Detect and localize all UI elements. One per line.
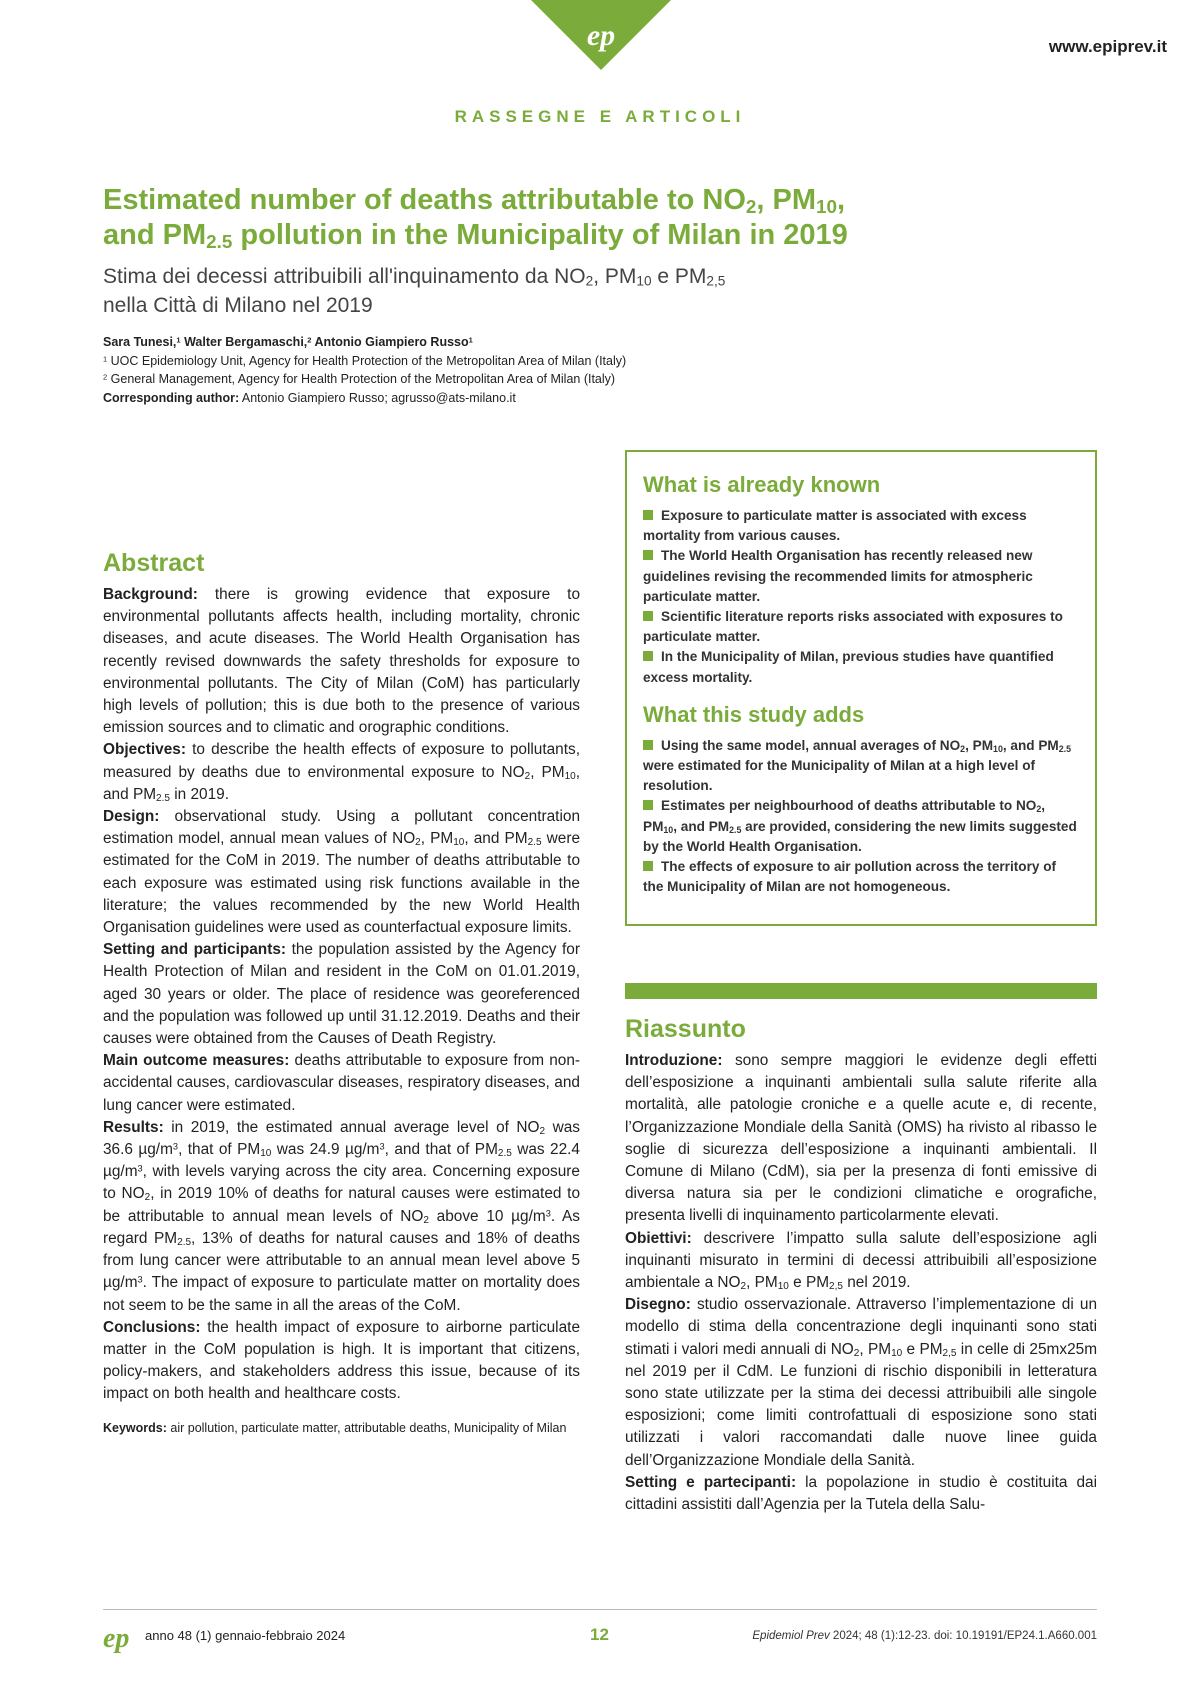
abstract-conclusions: Conclusions: the health impact of exposure to airborne particulate matter in the CoM population is high. It is important that citizens, policy-makers, and stakeholders address this issue, because of its impact on both health and healthcare costs. <box>103 1318 580 1403</box>
riassunto-introduzione: Introduzione: sono sempre maggiori le evidenze degli effetti dell’esposizione a inquinanti ambientali sulla salute riferite alla mortalità, alle patologie croniche e a quelle acute e, di recente, l’Organizzazione Mondiale della Sanità (OMS) ha rivisto al ribasso le soglie di sicurezza dell’esposizione a inquinanti ambientali. Il Comune di Milano (CdM), sia per la presenza di fonti emissive di diversa natura sia per le condizioni climatiche e orografiche, presenta livelli di inquinamento particolarmente elevati. <box>625 1052 1097 1225</box>
svg-text:ep: ep <box>586 19 616 52</box>
affiliation-1: $^1$ UOC Epidemiology Unit, Agency for Health Protection of the Metropolitan Area of Milan (Italy) <box>103 353 627 368</box>
abstract-outcome: Main outcome measures: deaths attributable to exposure from non-accidental causes, cardiovascular diseases, respiratory diseases, and lung cancer were estimated. <box>103 1052 580 1114</box>
bullet-square-icon <box>643 550 653 560</box>
footer-citation: Epidemiol Prev 2024; 48 (1):12-23. doi: 10.19191/EP24.1.A660.001 <box>752 1630 1097 1642</box>
article-title-it: Stima dei decessi attribuibili all'inquinamento da $NO_2$, $PM_{10}$ e $PM_{2,5}$ nella Città di Milano nel 2019 <box>103 265 726 317</box>
list-item: Exposure to particulate matter is associated with excess mortality from various causes. <box>643 508 1027 544</box>
adds-heading: What this study adds <box>643 701 865 727</box>
abstract-background: Background: there is growing evidence that exposure to environmental pollutants affects health, including mortality, chronic diseases, and acute diseases. The World Health Organisation has recently revised downwards the safety thresholds for exposure to environmental pollutants. The City of Milan (CoM) has particularly high levels of pollution; this is due both to the presence of various emission sources and to climatic and orographic conditions. <box>103 586 580 737</box>
author-names: Sara Tunesi,$^1$ Walter Bergamaschi,$^2$ Antonio Giampiero Russo$^1$ <box>103 335 473 349</box>
journal-logo <box>531 0 671 70</box>
abstract-heading: Abstract <box>103 549 205 577</box>
bullet-square-icon <box>643 651 653 661</box>
riassunto-heading: Riassunto <box>625 1015 746 1043</box>
section-divider-bar <box>625 983 1097 999</box>
riassunto-obiettivi: Obiettivi: descrivere l’impatto sulla salute dell’esposizione agli inquinanti misurato in termini di decessi attribuibili all’esposizione ambientale a $NO_2$, $PM_{10}$ e $PM_{2,5}$ nel 2019. <box>625 1229 1097 1293</box>
list-item: The effects of exposure to air pollution across the territory of the Municipality of Milan are not homogeneous. <box>643 859 1057 895</box>
site-url[interactable]: www.epiprev.it <box>1048 37 1167 56</box>
adds-list <box>643 736 1079 898</box>
bullet-square-icon <box>643 800 653 810</box>
section-label: RASSEGNE E ARTICOLI <box>454 107 746 126</box>
riassunto-section <box>625 1014 1097 1516</box>
footer-issue: anno 48 (1) gennaio-febbraio 2024 <box>145 1628 346 1643</box>
bullet-square-icon <box>643 861 653 871</box>
list-item: Scientific literature reports risks associated with exposures to particulate matter. <box>643 609 1063 645</box>
footer-logo <box>103 1623 143 1653</box>
list-item: Estimates per neighbourhood of deaths attributable to $NO_2$, $PM_{10}$, and $PM_{2.5}$ are provided, considering the new limits suggested by the World Health Organisation. <box>643 798 1077 854</box>
bullet-square-icon <box>643 510 653 520</box>
abstract-section <box>103 548 580 1437</box>
page-number: 12 <box>590 1625 609 1644</box>
list-item: In the Municipality of Milan, previous studies have quantified excess mortality. <box>643 649 1054 685</box>
known-list <box>643 506 1079 688</box>
bullet-square-icon <box>643 740 653 750</box>
abstract-design: Design: observational study. Using a pollutant concentration estimation model, annual mean values of $NO_2$, $PM_{10}$, and $PM_{2.5}$ were estimated for the CoM in 2019. The number of deaths attributable to each exposure was estimated using risk functions available in the literature; the values recommended by the new World Health Organisation guidelines were used as counterfactual exposure limits. <box>103 808 581 937</box>
footer-divider <box>103 1609 1097 1610</box>
list-item: Using the same model, annual averages of $NO_2$, $PM_{10}$, and $PM_{2.5}$ were estimated for the Municipality of Milan at a high level of resolution. <box>643 737 1072 794</box>
affiliation-2: $^2$ General Management, Agency for Health Protection of the Metropolitan Area of Milan (Italy) <box>103 372 616 386</box>
key-points-box <box>625 450 1097 926</box>
abstract-results: Results: in 2019, the estimated annual average level of $NO_2$ was 36.6 $\mu g/m^3$, that of $PM_{10}$ was 24.9 $\mu g/m^3$, and that of $PM_{2.5}$ was 22.4 $\mu g/m^3$, with levels varying across the city area. Concerning exposure to $NO_2$, in 2019 10% of deaths for natural causes were estimated to be attributable to annual mean levels of $NO_2$ above 10 $\mu g/m^3$. As regard $PM_{2.5}$, 13% of deaths for natural causes and 18% of deaths from lung cancer were attributable to an annual mean level above 5 $\mu g/m^3$. The impact of exposure to particulate matter on mortality does not seem to be the same in all the areas of the CoM. <box>103 1118 580 1314</box>
riassunto-disegno: Disegno: studio osservazionale. Attraverso l’implementazione di un modello di stima della concentrazione degli inquinanti sono stati stimati i valori medi annuali di $NO_2$, $PM_{10}$ e $PM_{2,5}$ in celle di 25mx25m nel 2019 per il CdM. Le funzioni di rischio disponibili in letteratura sono state utilizzate per la stima dei decessi attribuibili alle singole esposizioni; come limiti controfattuali di esposizione sono stati utilizzati i valori raccomandati dalle nuove linee guida dell’Organizzazione Mondiale della Sanità. <box>625 1296 1098 1469</box>
abstract-setting: Setting and participants: the population assisted by the Agency for Health Protection of Milan and resident in the CoM on 01.01.2019, aged 30 years or older. The place of residence was georeferenced and the population was followed up until 31.12.2019. Deaths and their causes were obtained from the Causes of Death Registry. <box>103 941 580 1048</box>
known-heading: What is already known <box>643 472 881 497</box>
riassunto-setting: Setting e partecipanti: la popolazione in studio è costituita dai cittadini assistiti dall’Agenzia per la Tutela della Salu- <box>625 1473 1098 1514</box>
author-block <box>103 333 803 407</box>
list-item: The World Health Organisation has recently released new guidelines revising the recommended limits for atmospheric particulate matter. <box>643 548 1033 604</box>
article-title-en: Estimated number of deaths attributable to $NO_2$, $PM_{10}$, and $PM_{2.5}$ pollution in the Municipality of Milan in 2019 <box>103 184 848 252</box>
keywords: Keywords: air pollution, particulate matter, attributable deaths, Municipality of Milan <box>103 1420 567 1435</box>
svg-text:ep: ep <box>103 1623 130 1653</box>
bullet-square-icon <box>643 611 653 621</box>
corresponding-author: Corresponding author: Antonio Giampiero Russo; agrusso@ats-milano.it <box>103 390 516 405</box>
abstract-objectives: Objectives: to describe the health effects of exposure to pollutants, measured by deaths due to environmental exposure to $NO_2$, $PM_{10}$, and $PM_{2.5}$ in 2019. <box>103 741 580 804</box>
